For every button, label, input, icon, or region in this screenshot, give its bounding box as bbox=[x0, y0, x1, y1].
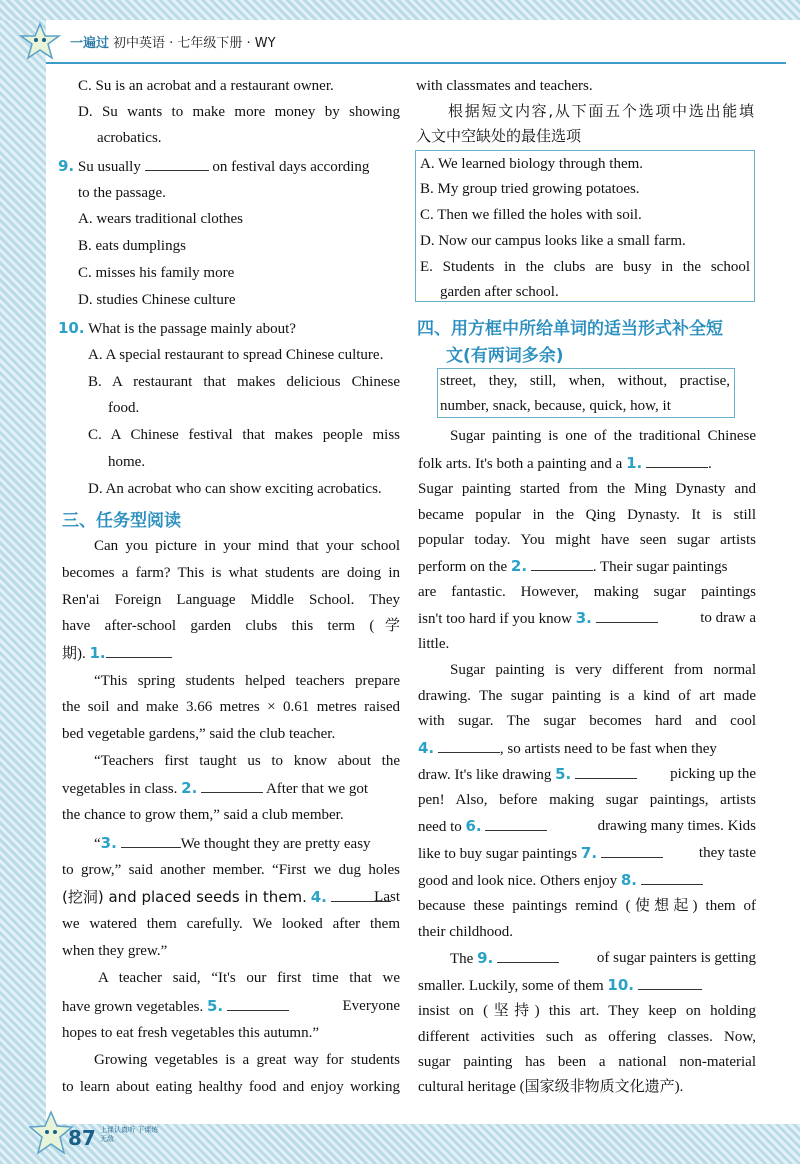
blank-number: 1. bbox=[89, 644, 106, 662]
q10-option-b-cont: food. bbox=[108, 400, 140, 416]
q8-option-d: D. Su wants to make more money by showing bbox=[78, 104, 400, 120]
q9-number: 9. bbox=[58, 157, 75, 175]
blank-number: 2. bbox=[510, 557, 528, 575]
q8-option-d-cont: acrobatics. bbox=[97, 130, 162, 146]
reading-line: hopes to eat fresh vegetables this autumn.” bbox=[62, 1025, 320, 1041]
q8-option-c: C. Su is an acrobat and a restaurant owner. bbox=[78, 78, 334, 94]
cloze-line: smaller. Luckily, some of them 10. bbox=[418, 975, 756, 996]
choice-option[interactable]: E. Students in the clubs are busy in the school bbox=[420, 259, 750, 275]
reading-line: (挖洞) and placed seeds in them. 4. Last bbox=[62, 888, 400, 906]
blank-number: 10. bbox=[607, 976, 634, 994]
reading-line: with classmates and teachers. bbox=[416, 78, 593, 94]
reading-line: “This spring students helped teachers prepare bbox=[94, 673, 400, 689]
cloze-line: isn't too hard if you know 3. to draw a bbox=[418, 609, 756, 627]
cloze-line: their childhood. bbox=[418, 924, 513, 940]
reading-line: to learn about eating healthy food and enjoy working bbox=[62, 1079, 400, 1095]
blank-number: 5. bbox=[206, 997, 224, 1015]
answer-blank[interactable] bbox=[641, 870, 703, 885]
blank-number: 5. bbox=[555, 765, 572, 783]
q10-stem: 10. What is the passage mainly about? bbox=[58, 319, 296, 337]
reading-line: have after-school garden clubs this term (学 bbox=[62, 618, 400, 634]
cloze-line: like to buy sugar paintings 7. they taste bbox=[418, 844, 756, 862]
answer-blank[interactable] bbox=[438, 738, 500, 753]
q10-number: 10. bbox=[58, 319, 85, 337]
word-list: number, snack, because, quick, how, it bbox=[440, 398, 671, 414]
choice-option[interactable]: D. Now our campus looks like a small farm. bbox=[420, 233, 686, 249]
cloze-line: Sugar painting started from the Ming Dynasty and bbox=[418, 481, 756, 497]
page-number: 87 bbox=[68, 1126, 96, 1150]
blank-number: 8. bbox=[620, 871, 638, 889]
cloze-line: draw. It's like drawing 5. picking up the bbox=[418, 765, 756, 783]
blank-number: 4. bbox=[418, 739, 435, 757]
cloze-line: insist on (坚持) this art. They keep on holding bbox=[418, 1003, 756, 1019]
q9-option[interactable]: D. studies Chinese culture bbox=[78, 292, 236, 308]
footer-slogan: 上课认真听 下课练无敌 bbox=[100, 1126, 159, 1143]
cloze-line: little. bbox=[418, 636, 450, 652]
header-title: 一遍过 初中英语 · 七年级下册 · WY bbox=[70, 36, 276, 51]
q9-stem: 9. Su usually on festival days according bbox=[58, 157, 370, 175]
blank-number: 2. bbox=[181, 779, 198, 797]
reading-line: “Teachers first taught us to know about the bbox=[94, 753, 400, 769]
reading-line: the chance to grow them,” said a club member. bbox=[62, 807, 344, 823]
q9-option[interactable]: B. eats dumplings bbox=[78, 238, 186, 254]
section-4-title-cont: 文(有两词多余) bbox=[446, 346, 564, 366]
reading-line: Ren'ai Foreign Language Middle School. They bbox=[62, 592, 400, 608]
q10-option-a[interactable]: A. A special restaurant to spread Chinese culture. bbox=[88, 347, 384, 363]
q10-option-b[interactable]: B. A restaurant that makes delicious Chinese bbox=[88, 374, 400, 390]
cloze-line: Sugar painting is one of the traditional Chinese bbox=[450, 428, 756, 444]
page-header bbox=[10, 20, 770, 62]
cloze-line: perform on the 2. . Their sugar paintings bbox=[418, 557, 728, 575]
reading-line: the soil and make 3.66 metres × 0.61 metres raised bbox=[62, 699, 400, 715]
cloze-line: Sugar painting is very different from normal bbox=[450, 662, 756, 678]
instruction: 入文中空缺处的最佳选项 bbox=[416, 127, 582, 145]
reading-line: have grown vegetables. 5. Everyone bbox=[62, 997, 400, 1015]
q9-option[interactable]: C. misses his family more bbox=[78, 265, 235, 281]
choice-option-cont: garden after school. bbox=[440, 284, 559, 300]
q10-option-c[interactable]: C. A Chinese festival that makes people miss bbox=[88, 427, 400, 443]
reading-line: bed vegetable gardens,” said the club teacher. bbox=[62, 726, 336, 742]
cloze-line: popular today. You might have seen sugar artists bbox=[418, 532, 756, 548]
instruction: 根据短文内容,从下面五个选项中选出能填 bbox=[448, 102, 754, 120]
q9-stem-cont: to the passage. bbox=[78, 185, 166, 201]
reading-line: Can you picture in your mind that your school bbox=[94, 538, 400, 554]
answer-blank[interactable] bbox=[497, 948, 559, 963]
choice-option[interactable]: A. We learned biology through them. bbox=[420, 156, 644, 172]
blank-number: 9. bbox=[477, 949, 494, 967]
reading-line: Growing vegetables is a great way for students bbox=[94, 1052, 400, 1068]
blank-number: 3. bbox=[575, 609, 592, 627]
reading-line: to grow,” said another member. “First we dug holes bbox=[62, 862, 400, 878]
cloze-line: with sugar. The sugar becomes hard and cool bbox=[418, 713, 756, 729]
section-3-title: 三、任务型阅读 bbox=[62, 511, 181, 531]
cloze-line: 4. , so artists need to be fast when they bbox=[418, 739, 717, 757]
header-rule bbox=[46, 62, 786, 64]
reading-line: becomes a farm? This is what students are doing in bbox=[62, 565, 400, 581]
cloze-line: are fantastic. However, making sugar paintings bbox=[418, 584, 756, 600]
cloze-line: because these paintings remind (使想起) them of bbox=[418, 898, 756, 914]
reading-line: 期). 1. bbox=[62, 643, 172, 664]
brand-name: 一遍过 bbox=[70, 36, 110, 51]
choice-option[interactable]: C. Then we filled the holes with soil. bbox=[420, 207, 642, 223]
cloze-line: folk arts. It's both a painting and a 1. . bbox=[418, 454, 712, 472]
answer-blank[interactable] bbox=[596, 608, 658, 623]
choice-option[interactable]: B. My group tried growing potatoes. bbox=[420, 181, 640, 197]
blank-number: 6. bbox=[465, 817, 482, 835]
reading-line: A teacher said, “It's our first time that we bbox=[98, 970, 400, 986]
blank-number: 7. bbox=[580, 844, 598, 862]
blank-number: 1. bbox=[626, 454, 643, 472]
answer-blank[interactable] bbox=[601, 843, 663, 858]
cloze-line: sugar painting has been a national non-material bbox=[418, 1054, 756, 1070]
answer-blank[interactable] bbox=[646, 453, 708, 468]
blank-number: 4. bbox=[310, 888, 327, 906]
top-border-pattern bbox=[0, 0, 800, 20]
answer-blank[interactable] bbox=[575, 764, 637, 779]
reading-line: we watered them carefully. We looked after them bbox=[62, 916, 400, 932]
blank-number: 3. bbox=[100, 834, 117, 852]
cloze-line: good and look nice. Others enjoy 8. bbox=[418, 870, 756, 891]
cloze-line: cultural heritage (国家级非物质文化遗产). bbox=[418, 1079, 684, 1095]
cloze-line: The 9. of sugar painters is getting bbox=[450, 949, 756, 967]
cloze-line: drawing. The sugar painting is a kind of art made bbox=[418, 688, 756, 704]
cloze-line: became popular in the Qing Dynasty. It is still bbox=[418, 507, 756, 523]
cloze-line: need to 6. drawing many times. Kids bbox=[418, 817, 756, 835]
mascot-star-icon bbox=[14, 22, 66, 62]
word-list: street, they, still, when, without, practise, bbox=[440, 373, 730, 389]
answer-blank[interactable] bbox=[106, 643, 172, 658]
reading-line: “3. We thought they are pretty easy bbox=[94, 834, 371, 852]
answer-blank[interactable] bbox=[227, 996, 289, 1011]
reading-line: vegetables in class. 2. After that we got bbox=[62, 779, 369, 797]
answer-blank[interactable] bbox=[531, 556, 593, 571]
answer-blank[interactable] bbox=[145, 156, 209, 171]
cloze-line: different activities such as offering classes. Now, bbox=[418, 1029, 756, 1045]
q10-option-c-cont: home. bbox=[108, 454, 146, 470]
q9-option[interactable]: A. wears traditional clothes bbox=[78, 211, 243, 227]
answer-blank[interactable] bbox=[201, 778, 263, 793]
answer-blank[interactable] bbox=[638, 975, 702, 990]
cloze-line: pen! Also, before making sugar paintings, artists bbox=[418, 792, 756, 808]
answer-blank[interactable] bbox=[121, 833, 181, 848]
answer-blank[interactable] bbox=[485, 816, 547, 831]
left-border-pattern bbox=[0, 0, 46, 1164]
reading-line: when they grew.” bbox=[62, 943, 168, 959]
q10-option-d[interactable]: D. An acrobat who can show exciting acrobatics. bbox=[88, 481, 382, 497]
section-4-title: 四、用方框中所给单词的适当形式补全短 bbox=[417, 319, 723, 339]
